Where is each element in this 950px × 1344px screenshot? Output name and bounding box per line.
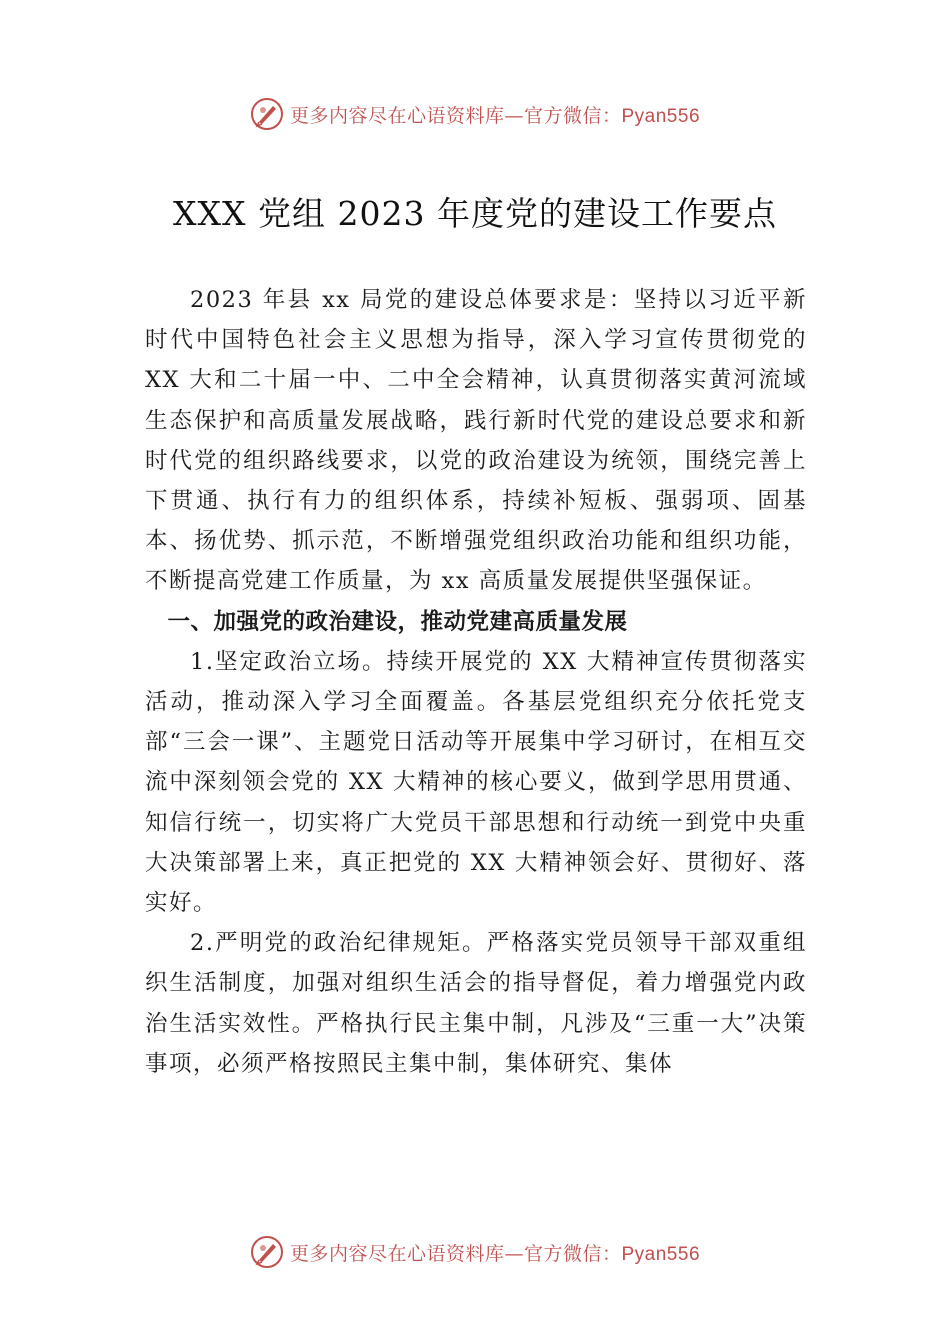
footer-banner	[0, 1232, 950, 1272]
wechat-id: Pyan556	[621, 1243, 701, 1265]
wechat-id: Pyan556	[621, 105, 701, 127]
section-heading: 一、加强党的政治建设，推动党建高质量发展	[167, 608, 628, 635]
header-banner	[0, 94, 950, 134]
intro-paragraph: 2023 年县 xx 局党的建设总体要求是：坚持以习近平新时代中国特色社会主义思想为指导，深入学习宣传贯彻党的 XX 大和二十届一中、二中全会精神，认真贯彻落实黄河流域生态保护和高质量发展战略，践行新时代党的建设总要求和新时代党的组织路线要求，以党的政治建设为统领，围绕完善上下贯通、执行有力的组织体系，持续补短板、强弱项、固基本、扬优势、抓示范，不断增强党组织政治功能和组织功能，不断提高党建工作质量，为 xx 高质量发展提供坚强保证。	[145, 287, 807, 595]
document-title: XXX 党组 2023 年度党的建设工作要点	[173, 194, 777, 233]
quill-logo-icon	[250, 1235, 284, 1269]
document-body	[145, 280, 807, 1084]
quill-logo-icon	[250, 97, 284, 131]
list-item: 1.坚定政治立场。持续开展党的 XX 大精神宣传贯彻落实活动，推动深入学习全面覆盖。各基层党组织充分依托党支部“三会一课”、主题党日活动等开展集中学习研讨，在相互交流中深刻领会党的 XX 大精神的核心要义，做到学思用贯通、知信行统一，切实将广大党员干部思想和行动统一到党中央重大决策部署上来，真正把党的 XX 大精神领会好、贯彻好、落实好。	[145, 648, 807, 917]
list-item: 2.严明党的政治纪律规矩。严格落实党员领导干部双重组织生活制度，加强对组织生活会的指导督促，着力增强党内政治生活实效性。严格执行民主集中制，凡涉及“三重一大”决策事项，必须严格按照民主集中制，集体研究、集体	[145, 930, 807, 1077]
banner-text: 更多内容尽在心语资料库—官方微信：Pyan556	[289, 1242, 701, 1265]
banner-text: 更多内容尽在心语资料库—官方微信：Pyan556	[289, 104, 701, 127]
